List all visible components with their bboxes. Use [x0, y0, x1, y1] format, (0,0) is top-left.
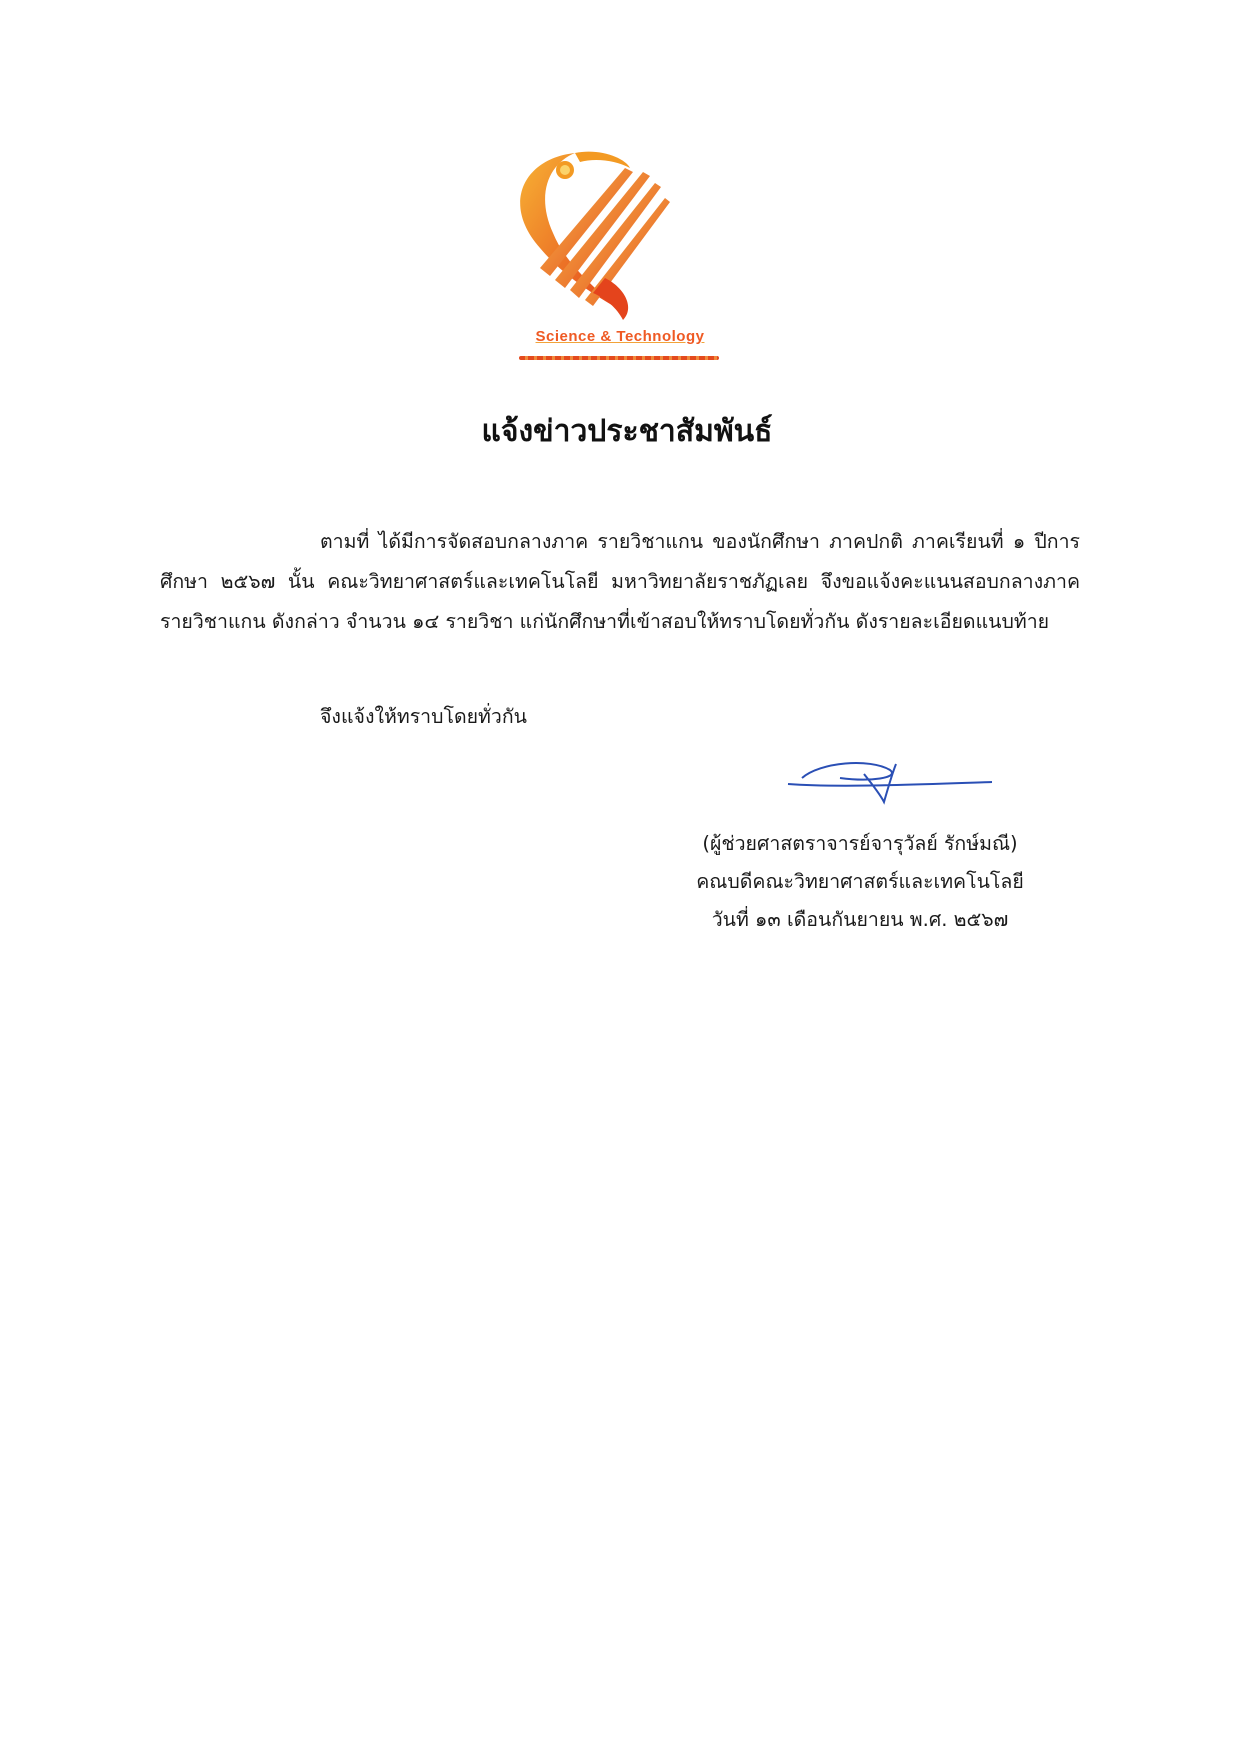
logo-subtitle-strip: [519, 356, 719, 360]
signatory-name: (ผู้ช่วยศาสตราจารย์จารุวัลย์ รักษ์มณี): [702, 832, 1018, 855]
document-date: วันที่ ๑๓ เดือนกันยายน พ.ศ. ๒๕๖๗: [711, 908, 1009, 931]
handwritten-signature: [780, 748, 1000, 808]
announcement-text: ตามที่ ได้มีการจัดสอบกลางภาค รายวิชาแกน ของนักศึกษา ภาคปกติ ภาคเรียนที่ ๑ ปีการศึกษา ๒๕๖๗ นั้น คณะวิทยาศาสตร์และเทคโนโลยี มหาวิทยาลัยราชภัฏเลย จึงขอแจ้งคะแนนสอบกลางภาค รายวิชาแกน ดังกล่าว จำนวน ๑๔ รายวิชา แก่นักศึกษาที่เข้าสอบให้ทราบโดยทั่วกัน ดังรายละเอียดแนบท้าย: [160, 530, 1080, 633]
signature-block: [650, 825, 1070, 939]
closing-line: จึงแจ้งให้ทราบโดยทั่วกัน: [320, 705, 527, 728]
signature-scribble-icon: [780, 748, 1000, 808]
signatory-position: คณบดีคณะวิทยาศาสตร์และเทคโนโลยี: [696, 870, 1024, 893]
logo-text: Science & Technology: [535, 328, 705, 345]
faculty-logo: [505, 148, 735, 373]
logo-emblem-icon: [505, 148, 735, 323]
announcement-paragraph: [160, 522, 1080, 642]
page-title: แจ้งข่าวประชาสัมพันธ์: [481, 414, 773, 449]
